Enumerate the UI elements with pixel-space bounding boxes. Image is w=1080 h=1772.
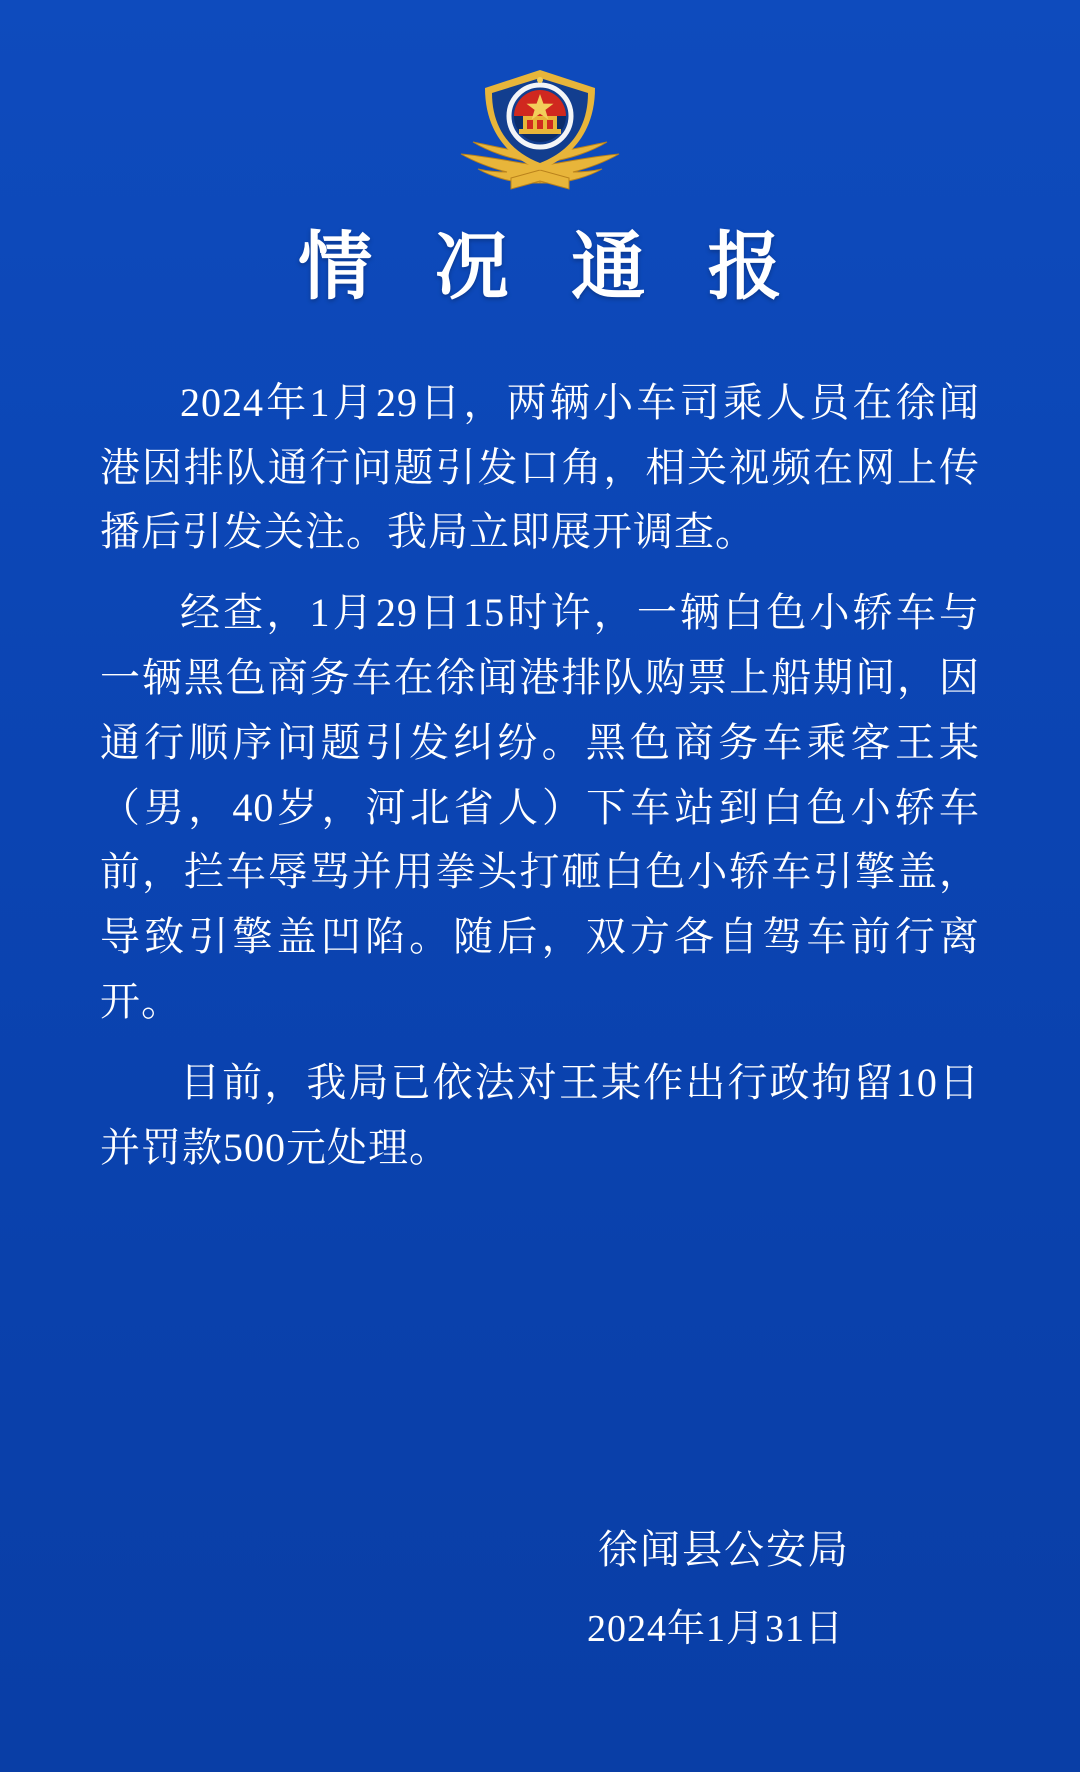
- police-badge-icon: [445, 58, 635, 198]
- paragraph: 经查，1月29日15时许，一辆白色小轿车与一辆黑色商务车在徐闻港排队购票上船期间，因通行顺序问题引发纠纷。黑色商务车乘客王某（男，40岁，河北省人）下车站到白色小轿车前，拦车辱骂并用拳头打砸白色小轿车引擎盖，导致引擎盖凹陷。随后，双方各自驾车前行离开。: [100, 590, 980, 1024]
- page-title: 情 况 通 报: [298, 227, 804, 309]
- paragraph: 目前，我局已依法对王某作出行政拘留10日并罚款500元处理。: [100, 1059, 980, 1170]
- issuer-name: 徐闻县公安局: [598, 1527, 850, 1572]
- notice-body: [100, 371, 980, 1197]
- issue-date: 2024年1月31日: [586, 1608, 844, 1650]
- paragraph: 2024年1月29日，两辆小车司乘人员在徐闻港因排队通行问题引发口角，相关视频在网上传播后引发关注。我局立即展开调查。: [100, 379, 980, 555]
- signature: [100, 1518, 980, 1652]
